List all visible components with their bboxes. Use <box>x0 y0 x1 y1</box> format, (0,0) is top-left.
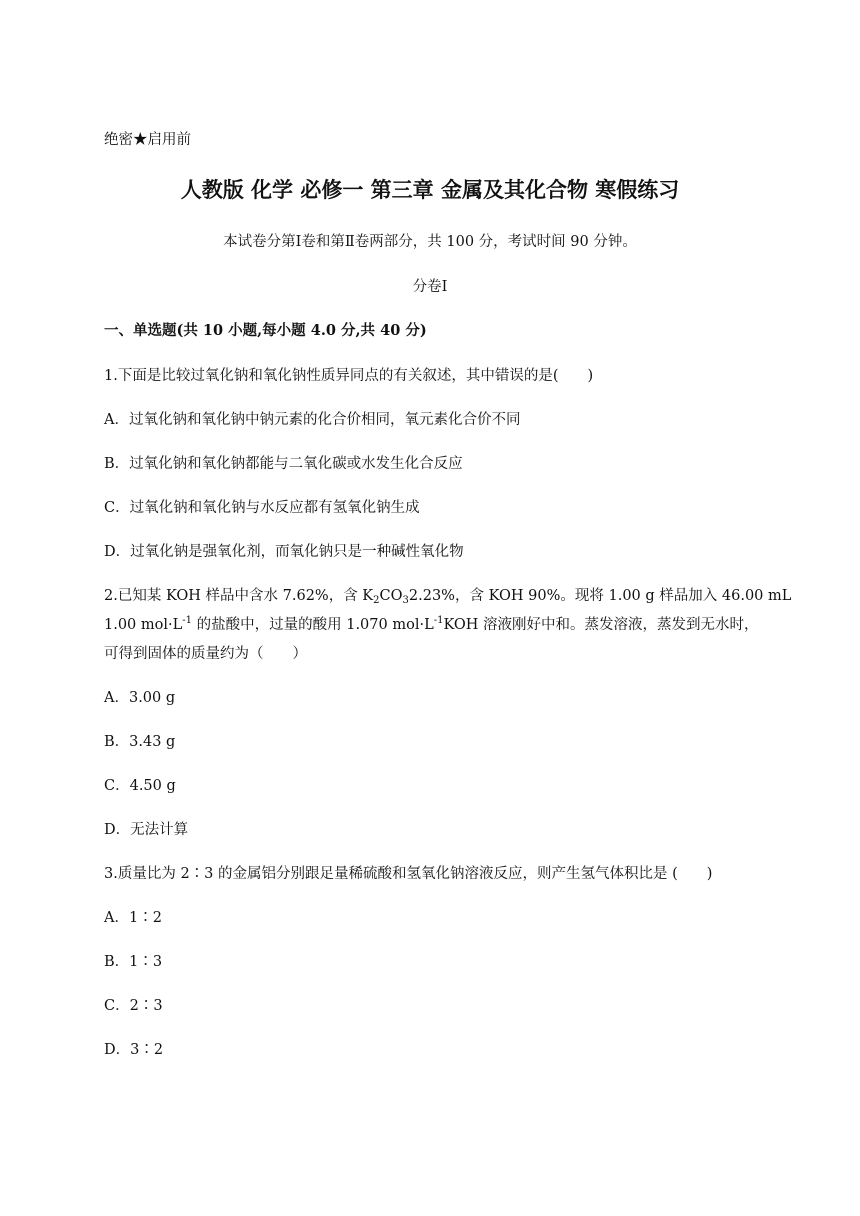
q2-superscript: -1 <box>182 615 192 626</box>
q2-text-part: KOH 溶液刚好中和。蒸发溶液，蒸发到无水时， <box>443 617 759 633</box>
question-2-option-b: B．3.43 g <box>104 734 176 750</box>
exam-instructions: 本试卷分第Ⅰ卷和第Ⅱ卷两部分，共 100 分，考试时间 90 分钟。 <box>223 234 637 250</box>
question-3-option-c: C．2∶3 <box>104 998 163 1014</box>
question-2-stem-line-2 <box>104 615 759 635</box>
confidential-label: 绝密★启用前 <box>104 132 191 148</box>
q2-subscript: 3 <box>402 595 409 606</box>
part-label: 分卷I <box>412 279 448 295</box>
q2-text-part: CO <box>379 588 403 604</box>
q2-superscript: -1 <box>433 615 444 626</box>
q2-text-part: 的盐酸中，过量的酸用 1.070 mol·L <box>192 617 434 633</box>
q2-text-part: 2.23%，含 KOH 90%。现将 1.00 g 样品加入 46.00 mL <box>408 588 792 604</box>
question-3-stem: 3.质量比为 2∶3 的金属铝分别跟足量稀硫酸和氢氧化钠溶液反应，则产生氢气体积比是 ( ) <box>104 866 713 882</box>
section-heading: 一、单选题(共 10 小题,每小题 4.0 分,共 40 分) <box>104 322 427 339</box>
question-1-option-a: A．过氧化钠和氧化钠中钠元素的化合价相同，氧元素化合价不同 <box>104 412 521 428</box>
q2-text-part: 1.00 mol·L <box>104 617 183 633</box>
question-2-option-c: C．4.50 g <box>104 778 176 794</box>
question-2-stem-line-1 <box>104 586 791 606</box>
question-1-option-c: C．过氧化钠和氧化钠与水反应都有氢氧化钠生成 <box>104 500 420 516</box>
question-3-option-b: B．1∶3 <box>104 954 163 970</box>
question-2-option-d: D．无法计算 <box>104 822 189 838</box>
question-1-option-d: D．过氧化钠是强氧化剂，而氧化钠只是一种碱性氧化物 <box>104 544 464 560</box>
question-3-option-d: D．3∶2 <box>104 1042 164 1058</box>
question-3-option-a: A．1∶2 <box>104 910 162 926</box>
question-1-stem: 1.下面是比较过氧化钠和氧化钠性质异同点的有关叙述，其中错误的是( ) <box>104 368 594 384</box>
question-2-stem-line-3: 可得到固体的质量约为（ ） <box>104 646 307 662</box>
question-1-option-b: B．过氧化钠和氧化钠都能与二氧化碳或水发生化合反应 <box>104 456 463 472</box>
question-2-option-a: A．3.00 g <box>104 690 176 706</box>
page-title: 人教版 化学 必修一 第三章 金属及其化合物 寒假练习 <box>180 178 680 202</box>
q2-text-part: 2.已知某 KOH 样品中含水 7.62%，含 K <box>104 588 374 604</box>
q2-subscript: 2 <box>373 595 380 606</box>
